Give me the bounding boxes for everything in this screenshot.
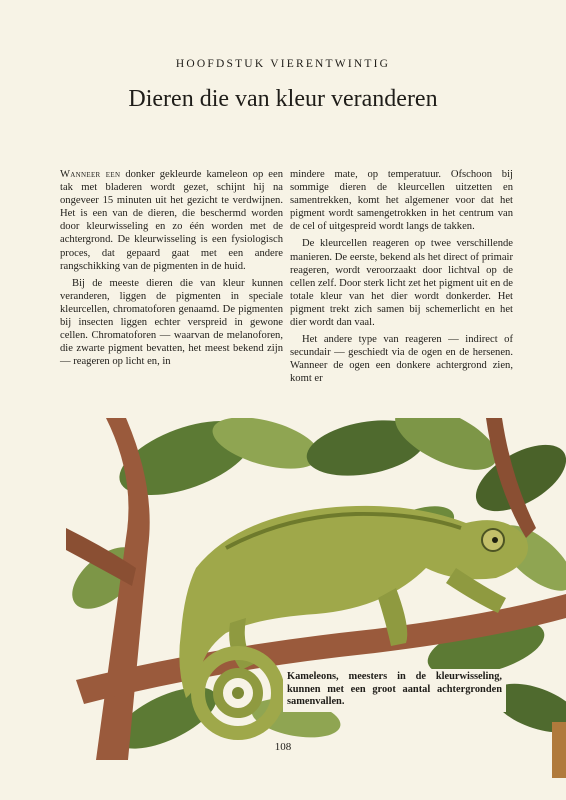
lead-words: Wanneer een xyxy=(60,169,121,180)
paragraph: mindere mate, op temperatuur. Ofschoon bij sommige dieren de kleurcellen uitzetten en samentrekken, komt het algemener voor dat het pigment wordt samengetrokken in het centrum van de cel of uitgespreid wordt langs de takken. xyxy=(290,169,513,233)
page-edge-decoration xyxy=(552,722,566,778)
text-column-left xyxy=(60,168,283,372)
paragraph: Het andere type van reageren — indirect of secundair — geschiedt via de ogen en de hersenen. Wanneer de ogen een donkere achtergrond zien, komt er xyxy=(290,334,513,385)
figure-caption: Kameleons, meesters in de kleurwisseling, kunnen met een groot aantal achtergronden samenvallen. xyxy=(283,669,506,712)
paragraph: Bij de meeste dieren die van kleur kunnen veranderen, liggen de pigmenten in speciale kleurcellen, chromatoforen genaamd. De pigmenten bij insecten liggen echter verspreid in gewone cellen. Chromatoforen — waarvan de melanoforen, die zwarte pigment bevatten, het meest bekend zijn — reageren op licht en, in xyxy=(60,277,283,368)
page-number: 108 xyxy=(274,741,292,753)
paragraph-text: donker gekleurde kameleon op een tak met bladeren wordt gezet, schijnt hij na ongeveer 15 minuten uit het gezicht te verdwijnen. Het is een van de dieren, die beschermd worden door kleurwisseling en zo één worden met de achtergrond. De kleurwisseling is een fysiologisch proces, dat gepaard gaat met een andere rangschikking van de pigmenten in de huid. xyxy=(60,169,283,272)
paragraph xyxy=(60,168,283,273)
page-title: Dieren die van kleur veranderen xyxy=(128,86,438,112)
paragraph: De kleurcellen reageren op twee verschillende manieren. De eerste, bekend als het direct of primair reageren, wordt veroorzaakt door lichtval op de cellen zelf. Door sterk licht zet het pigment uit en de totale kleur van het dier wordt donkerder. Het pigment trekt zich samen bij schemerlicht en het dier wordt dan vaal. xyxy=(290,238,513,329)
text-column-right xyxy=(290,168,513,390)
chapter-heading: HOOFDSTUK VIERENTWINTIG xyxy=(175,58,391,70)
